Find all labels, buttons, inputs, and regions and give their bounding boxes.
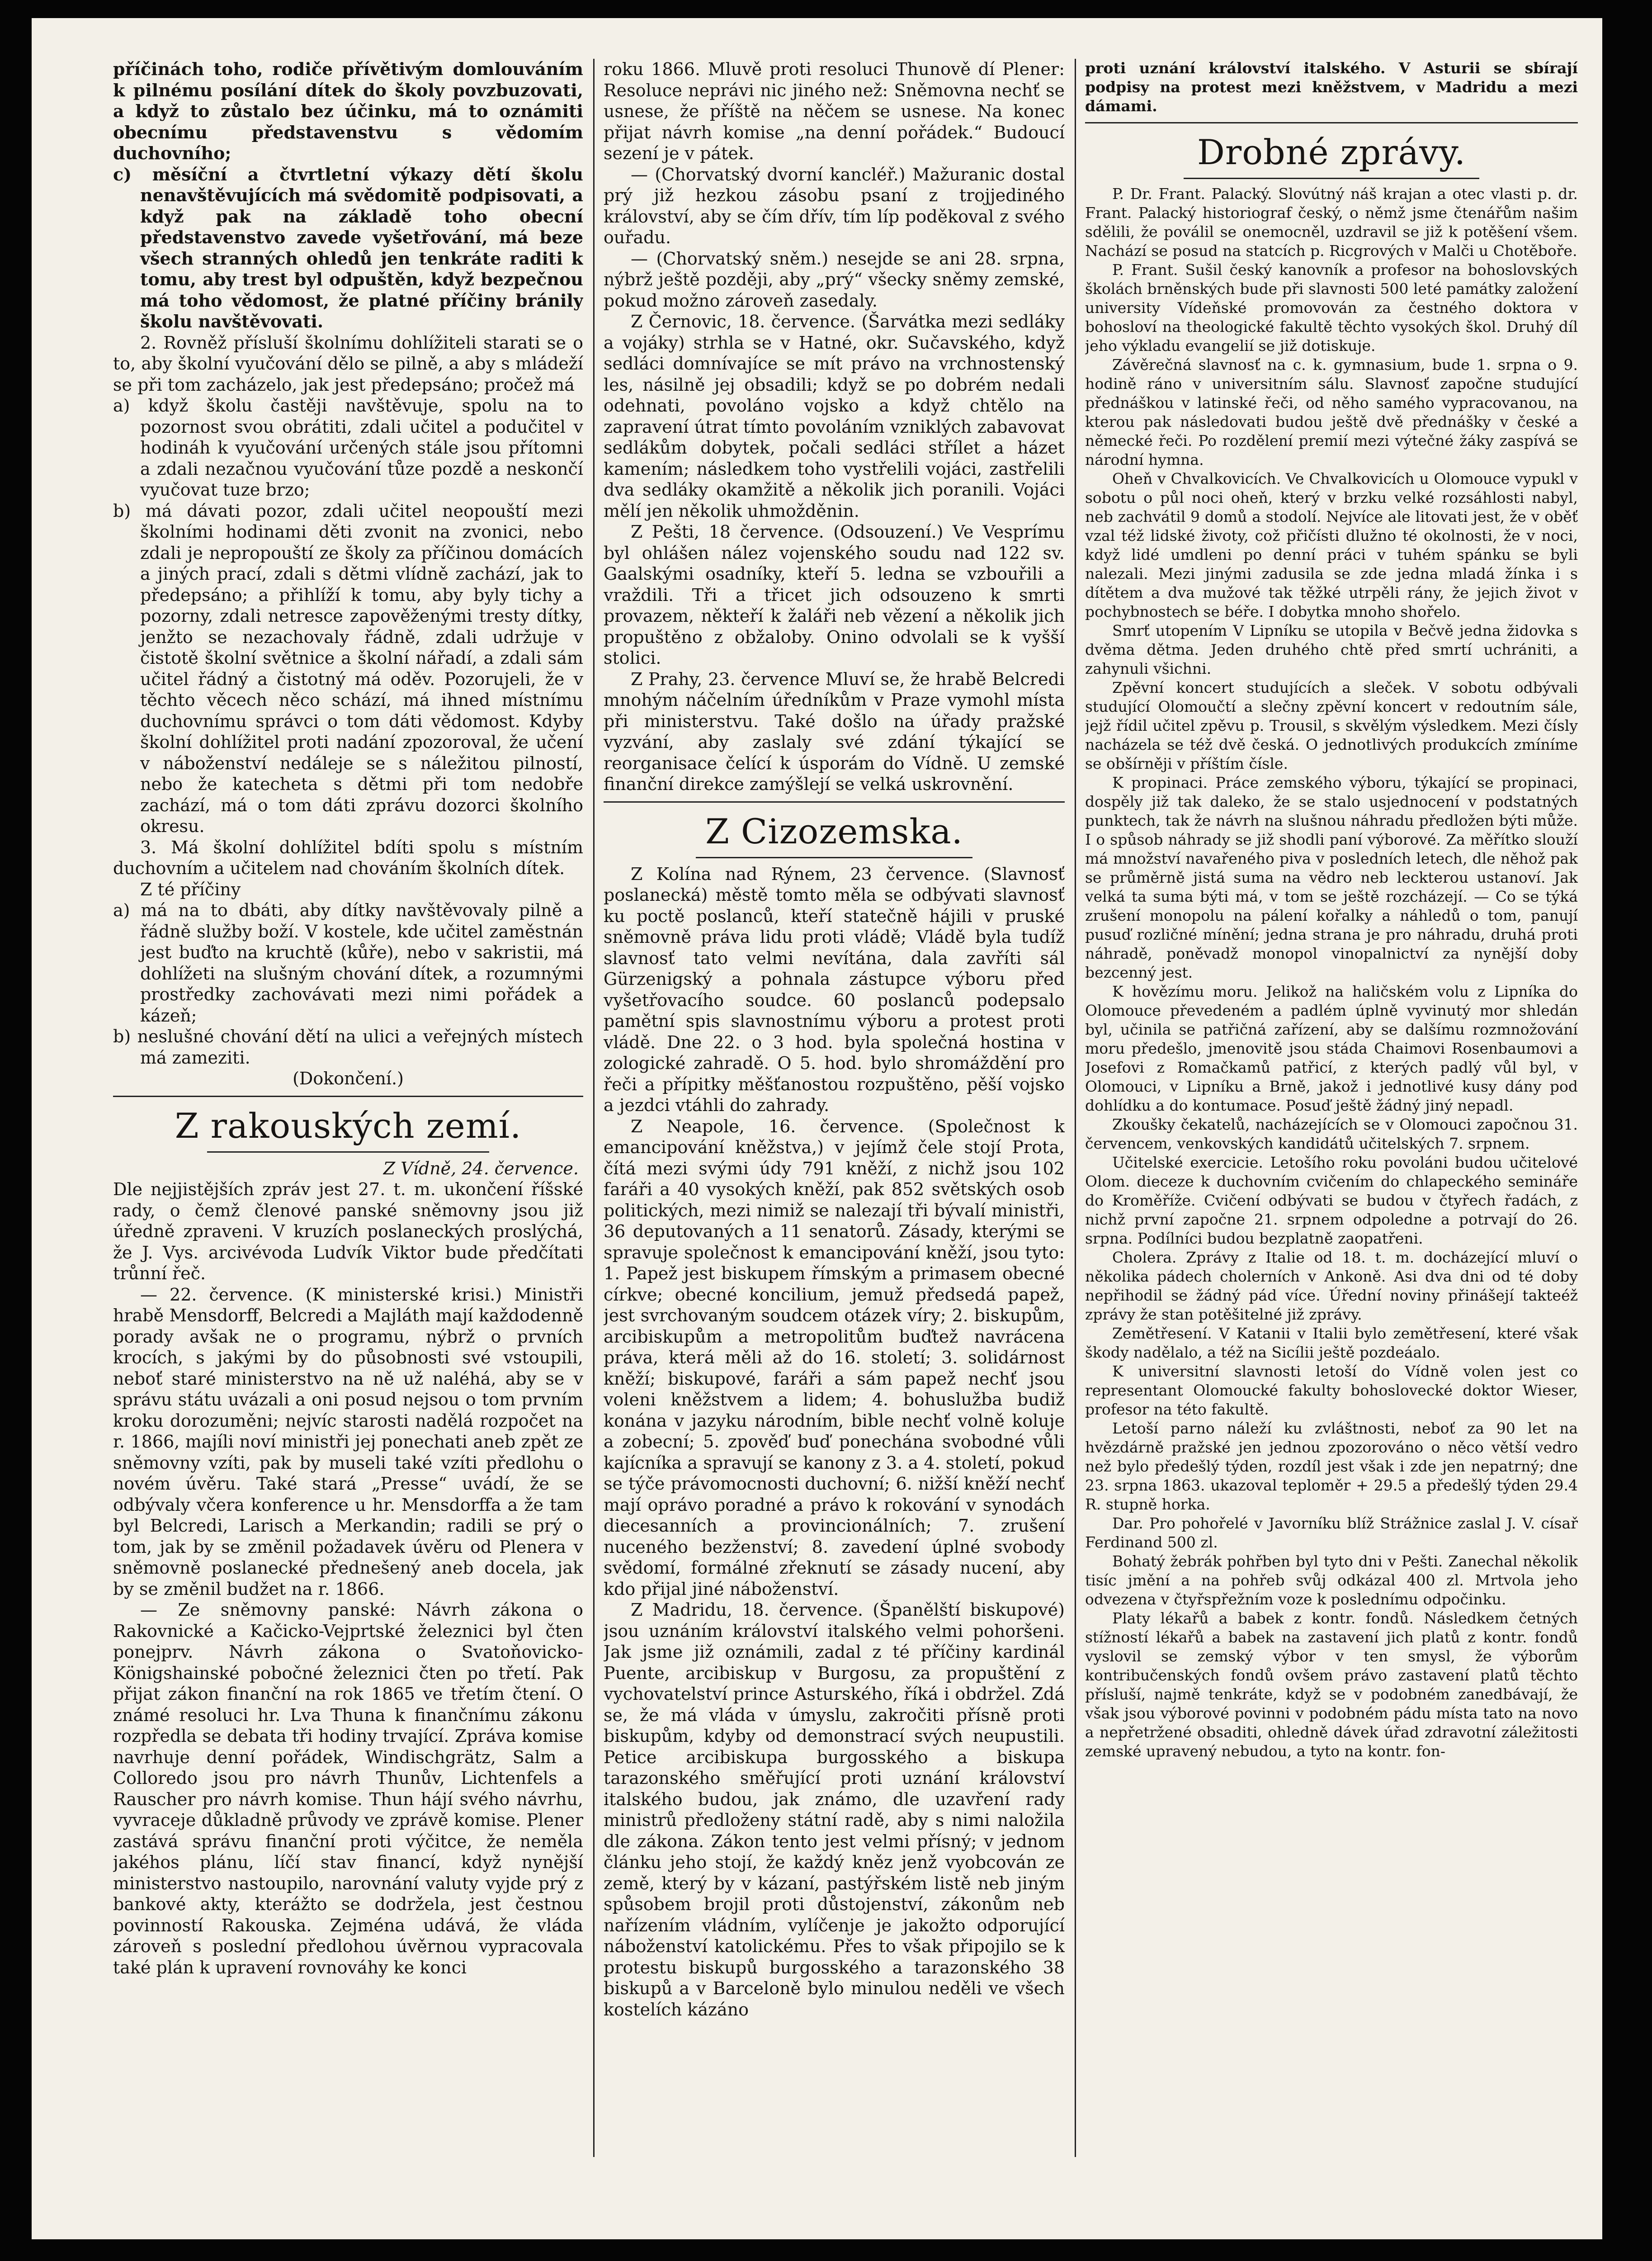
heading-underline: [696, 857, 972, 858]
continued-note: (Dokončení.): [293, 1069, 404, 1088]
section-heading: Drobné zprávy.: [1197, 132, 1466, 172]
scan-border-left: [0, 0, 32, 2261]
news-item: Cholera. Zprávy z Italie od 18. t. m. docházející mluví o několika pádech cholerních v Ankoně. Asi dva dni od té doby nepřihodil se žádný pád více. Úřední noviny přinášejí takteéž zprávy že stan potěšitelné již zprávy.: [1085, 1249, 1578, 1323]
news-item: Zemětřesení. V Katanii v Italii bylo zemětřesení, které však škody nadělalo, a též na Sicílii ještě pozdeáalo.: [1085, 1324, 1578, 1361]
heading-underline: [1184, 178, 1479, 179]
paragraph: Z Černovic, 18. července. (Šarvátka mezi sedláky a vojáky) strhla se v Hatné, okr. Sučavského, když sedláci domnívajíce se mít právo na vrchnostenský les, násilně jej obsadili; když se po dobrém nedali odehnati, povoláno vojsko a když chtělo na zapravení útrat tímto povoláním vzniklých zabavovat sedlákům dobytek, počali sedláci střílet a házet kamením; následkem toho vystřelili vojáci, zastřelili dva sedláky okamžitě a několik jich poranili. Vojáci mělí jen několik uhmožděnin.: [604, 312, 1065, 521]
paragraph: 3. Má školní dohlížitel bdíti spolu s místním duchovním a učitelem nad chováním školních dítek.: [113, 837, 583, 878]
paragraph: — 22. července. (K ministerské krisi.) Ministři hrabě Mensdorff, Belcredi a Majláth mají každodenně porady avšak ne o programu, nýbrž o prvních krocích, s jakými by do působnosti své vstoupili, neboť staré ministerstvo na ně už naléhá, aby se v správu státu uvázali a oni posud nejsou o tom prvním kroku dorozuměni; nejvíc starosti nadělá rozpočet na r. 1866, majíli noví ministři jej ponechati aneb zpět ze sněmovny vzíti, pak by museli také vzíti předlohu o novém úvěru. Také stará „Presse“ uvádí, že se odbývaly včera konference u hr. Mensdorffa a že tam byl Belcredi, Larisch a Merkandin; radili se prý o tom, jak by se změnil požadavek úvěru od Plenera v sněmovně poslanecké přednešený aneb docela, jak by se změnil budžet na r. 1866.: [113, 1284, 583, 1599]
paragraph: b) neslušné chování dětí na ulici a veřejných místech má zameziti.: [113, 1026, 583, 1068]
paragraph: — (Chorvatský sněm.) nesejde se ani 28. srpna, nýbrž ještě později, aby „prý“ všecky sněmy zemské, pokud možno zároveň zasedaly.: [604, 248, 1065, 311]
news-item: Zpěvní koncert studujících a sleček. V sobotu odbývali studující Olomoučtí a slečny zpěvní koncert v redoutním sále, jejž řídil učitel zpěvu p. Trousil, s skvělým výsledkem. Mezi čísly nacházela se též dvě česká. O jednotlivých produkcích zmíníme se obšírněji v příštím čísle.: [1085, 679, 1578, 772]
column-divider: [1075, 59, 1076, 2157]
paragraph: 2. Rovněž přísluší školnímu dohlížiteli starati se o to, aby školní vyučování dělo se pilně, a aby s mládeží se při tom zacházelo, jak jest předepsáno; pročež má: [113, 332, 583, 395]
column-1: [113, 59, 583, 2157]
news-item: Dar. Pro pohořelé v Javorníku blíž Strážnice zaslal J. V. císař Ferdinand 500 zl.: [1085, 1514, 1578, 1551]
news-item: Učitelské exercicie. Letošího roku povoláni budou učitelové Olom. dieceze k duchovním cvičením do chlapeckého semináře do Kroměříže. Cvičení odbývati se budou v čtyřech řadách, z nichž první započne 21. srpnem odpoledne a potrvají do 26. srpna. Podílníci budou bezplatně zaopatřeni.: [1085, 1154, 1578, 1247]
section-heading: Z Cizozemska.: [705, 811, 963, 851]
column-divider: [593, 59, 595, 2157]
news-item: Platy lékařů a babek z kontr. fondů. Následkem četných stížností lékařů a babek na zastavení jich platů z kontr. fondů vyslovil se zemský výbor v ten smysl, že výborům kontribučenských fondů ovšem právo zastavení platů těchto přísluší, najmě tenkráte, když se v podobném zanedbávají, že však jsou výborové povinni v podobném pádu místa tato na novo a nepřetržené obsaditi, ohledně dávek úřad zdravotní záležitosti zemské upravený nebudou, a tyto na kontr. fon-: [1085, 1609, 1578, 1760]
paragraph: Z Prahy, 23. července Mluví se, že hrabě Belcredi mnohým náčelním úředníkům v Praze vymohl místa při ministerstvu. Také došlo na úřady pražské vyzvání, aby zaslaly své zdání týkající se reorganisace čelící k úsporám do Vídně. U zemské finanční direkce zamýšlejí se velká uskrovnění.: [604, 669, 1065, 794]
news-item: Oheň v Chvalkovicích. Ve Chvalkovicích u Olomouce vypukl v sobotu o půl noci oheň, který v brzku velké rozsáhlosti nabyl, neb zachvátil 9 domů a stodolí. Nejvíce ale litovati jest, že v oběť vzal též lidské životy, což přičísti dlužno té okolnosti, že v noci, když lidé umdleni po denní práci v tuhém spánku se byli nalezali. Mezi jinými zadusila se zde jedna mladá žínka i s dítětem a dva mužové tak těžké utrpěli rány, že jejich život v pochybnostech se béře. I dobytka mnoho shořelo.: [1085, 470, 1578, 620]
news-item: Letoší parno náleží ku zvláštnosti, neboť za 90 let na hvězdárně pražské jen jednou zpozorováno o něco větší vedro než bylo předešlý týden, rozdíl jest však i zde jen nepatrný; dne 23. srpna 1863. ukazoval teploměr + 29.5 a předešlý týden 29.4 R. stupně horka.: [1085, 1419, 1578, 1513]
column-3: [1085, 59, 1578, 2157]
section-heading: Z rakouských zemí.: [175, 1105, 522, 1146]
dateline: Z Vídně, 24. července.: [383, 1158, 579, 1178]
scan-border-bottom: [0, 2239, 1652, 2261]
news-item: P. Frant. Sušil český kanovník a profesor na bohoslovských školách brněnských bude při slavnosti 500 leté památky založení university Vídeňské promovován za čestného doktora v bohosloví na theologické fakultě těchto vysokých škol. Druhý díl jeho výkladu evangelií se již dotiskuje.: [1085, 261, 1578, 355]
paragraph: Z Neapole, 16. července. (Společnost k emancipování kněžstva,) v jejímž čele stojí Prota, čítá mezi svými údy 791 kněží, z nichž jsou 102 faráři a 40 vysokých kněží, pak 852 světských osob politických, mezi nimiž se nalezají tři bývalí ministři, 36 deputovaných a 11 senatorů. Zásady, kterými se spravuje společnost k emancipování kněží, jsou tyto: 1. Papež jest biskupem římským a primasem obecné církve; obecné koncilium, jemuž předsedá papež, jest svrchovaným soudcem otázek víry; 2. biskupům, arcibiskupům a metropolitům buďtež navrácena práva, která měli až do 16. století; 3. solidárnost kněží; biskupové, faráři a sám papež nechť jsou voleni kněžstvem a lidem; 4. bohuslužba budiž konána v jazyku národním, bible nechť volně koluje a zobecní; 5. zpověď buď ponechána svobodné vůli kajícníka a spravují se kanony z 3. a 4. století, pokud se týče právomocnosti duchovní; 6. nižší kněží nechť mají oprávo poradné a právo k rokování v synodách diecesanních a provincionálních; 7. zrušení nuceného bezženství; 8. zavedení úplné svobody svědomí, formálné zřeknutí se zásady nucení, aby kdo přijal jiné náboženství.: [604, 1116, 1065, 1599]
news-item: K universitní slavnosti letoší do Vídně volen jest co representant Olomoucké fakulty bohoslovecké doktor Wieser, profesor na této fakultě.: [1085, 1362, 1578, 1418]
paragraph: — Ze sněmovny panské: Návrh zákona o Rakovnické a Kačicko-Vejprtské železnici byl čten ponejprv. Návrh zákona o Svatoňovicko-Königshainské pobočné železnici čten po třetí. Pak přijat zákon finanční na rok 1865 ve třetím čtení. O známé resoluci hr. Lva Thuna k finančnímu zákonu rozpředla se debata tři hodiny trvající. Zpráva komise navrhuje denní pořádek, Windischgrätz, Salm a Colloredo jsou pro návrh Thunův, Lichtenfels a Rauscher pro návrh komise. Thun hájí svého návrhu, vyvraceje důkladně průvody ve zprávě komise. Plener zastává správu finanční proti výčitce, že neměla jakéhos plánu, líčí stav financí, když nynější ministerstvo nastoupilo, narovnání valuty vyjde prý z bankové akty, kterážto se dodržela, jest čestnou povinností Rakouska. Zejména udává, že vláda zároveň s poslední předlohou úvěrnou vypracovala také plán k upravení rovnováhy ke konci: [113, 1600, 583, 1977]
paragraph: a) má na to dbáti, aby dítky navštěvovaly pilně a řádně služby boží. V kostele, kde učitel zaměstnán jest buďto na kruchtě (kůře), nebo v sakristii, má dohlížeti na slušným chování dítek, a rozumnými prostředky zachovávati mezi nimi pořádek a kázeň;: [113, 900, 583, 1026]
scan-border-right: [1602, 0, 1652, 2261]
paragraph: Z Pešti, 18 července. (Odsouzení.) Ve Vesprímu byl ohlášen nález vojenského soudu nad 122 sv. Gaalskými osadníky, kteří 5. ledna se vzbouřili a vraždili. Tři a třicet jich odsouzeno k smrti provazem, někteří k žaláři neb vězení a několik jich propuštěno z obžaloby. Onino odvolali se k vyšší stolici.: [604, 522, 1065, 668]
paragraph: proti uznání království italského. V Asturii se sbírají podpisy na protest mezi kněžstvem, v Madridu a mezi dámami.: [1085, 59, 1578, 115]
scan-border-top: [0, 0, 1652, 18]
paragraph: Z Madridu, 18. července. (Španělští biskupové) jsou uznáním království italského velmi pohoršeni. Jak jsme již oznámili, zadal z té příčiny kardinál Puente, arcibiskup v Burgosu, za propuštění z vychovatelství prince Asturského, říká i obdržel. Zdá se, že má vláda v úmyslu, zakročiti přísně proti biskupům, kdyby od demonstrací svých neupustili. Petice arcibiskupa burgosského a biskupa tarazonského směřující proti uznání království italského budou, jak známo, dle uzavření rady ministrů předloženy státní radě, aby s nimi naložila dle zákona. Zákon tento jest velmi přísný; v jednom článku jeho stojí, že každý kněz jenž vyobcován ze země, který by v kázaní, pastýřském listě neb jiným spůsobem brojil proti důstojenství, zákonům neb nařízením vládním, vylíčenje je jakožto odporující náboženství katolickému. Přes to však připojilo se k protestu biskupů burgosského a tarazonského 38 biskupů a v Barceloně bylo minulou neděli ve všech kostelích kázáno: [604, 1600, 1065, 2020]
news-item: P. Dr. Frant. Palacký. Slovútný náš krajan a otec vlasti p. dr. Frant. Palacký historiograf český, o němž jsme čtenářům našim sdělili, že poválil se onemocněl, uzdravil se již k potěšení všem. Nachází se posud na statcích p. Ricgrových v Malči u Chotěboře.: [1085, 185, 1578, 260]
heading-underline: [207, 1151, 489, 1153]
paragraph: — (Chorvatský dvorní kancléř.) Mažuranic dostal prý již hezkou zásobu psaní z trojjediného království, aby se čím dřív, tím líp poděkoval z svého ouřadu.: [604, 164, 1065, 247]
column-2: [604, 59, 1065, 2157]
paragraph: roku 1866. Mluvě proti resoluci Thunově dí Plener: Resoluce neprávi nic jiného než: Sněmovna nechť se usnese, že příště na něčem se usnese. Na konec přijat návrh komise „na denní pořádek.“ Budoucí sezení je v pátek.: [604, 59, 1065, 163]
news-item: Zkoušky čekatelů, nacházejících se v Olomouci započnou 31. červencem, venkovských kandidátů učitelských 7. srpnem.: [1085, 1116, 1578, 1152]
section-divider: [604, 801, 1065, 803]
section-divider: [113, 1096, 583, 1097]
paragraph: Z té příčiny: [140, 879, 241, 899]
news-item: Bohatý žebrák pohřben byl tyto dni v Pešti. Zanechal několik tisíc jmění a na pohřeb svůj odkázal 400 zl. Mrtvola jeho odvezena v čtyřspřežním voze k poslednímu odpočinku.: [1085, 1552, 1578, 1608]
newspaper-page: [113, 59, 1578, 2157]
news-item: Smrť utopením V Lipníku se utopila v Bečvě jedna židovka s dvěma dětma. Jeden druhého chtě před smrtí uchrániti, a zahynuli všichni.: [1085, 622, 1578, 677]
section-divider: [1085, 122, 1578, 123]
paragraph: příčinách toho, rodiče přívětivým domlouváním k pilnému posílání dítek do školy povzbuzovati, a když to zůstalo bez účinku, má to oznámiti obecnímu představenstvu s vědomím duchovního;: [113, 59, 583, 163]
news-item: K propinaci. Práce zemského výboru, týkající se propinaci, dospěly již tak daleko, že se stalo usjednocení v podstatných punktech, tak že návrh na slušnou náhradu předložen býti může. I o spůsob náhrady se již shodli paní výborové. Za měřítko slouží má množství navařeného piva v posledních letech, dle něhož pak se průměrně jistá suma na vědro neb leckterou ustanoví. Jak velká ta suma býti má, v tom se ještě rozcházejí. — Co se týká zrušení monopolu na pálení kořalky a náhledů o tom, panují pusuď rozličné mínění; jedna strana je pro náhradu, druhá proti náhradě, poněvadž monopol vinopalnictví za nynější doby bezcenný jest.: [1085, 774, 1578, 981]
paragraph: c) měsíční a čtvrtletní výkazy dětí školu nenavštěvujících má svědomitě podpisovati, a když pak na základě toho obecní představenstvo zavede vyšetřování, má beze všech stranných ohledů jen tenkráte raditi k tomu, aby trest byl odpuštěn, když bezpečnou má toho vědomost, že platné příčiny bránily školu navštěvovati.: [113, 164, 583, 331]
paragraph: b) má dávati pozor, zdali učitel neopouští mezi školními hodinami děti zvonit na zvonici, nebo zdali je nepropouští ze školy za příčinou domácích a jiných prací, zdali s dětmi vlídně zachází, jak to předepsáno; a přihlíží k tomu, aby byly tichy a pozorny, zdali netresce zapověženými tresty dítky, jenžto se nezachovaly řádně, zdali udržuje v čistotě školní světnice a školní nářadí, a zdali sám učitel řádný a čistotný má oděv. Pozorujeli, že v těchto věcech něco schází, má ihned místnímu duchovnímu správci o tom dáti vědomost. Kdyby školní dohlížitel proti nadání zpozoroval, že učení v náboženství nedáleje se s náležitou pilností, nebo že katecheta s dětmi při tom nedobře zachází, má o tom dáti zprávu dozorci školního okresu.: [113, 501, 583, 836]
paragraph: Dle nejjistějších zpráv jest 27. t. m. ukončení říšské rady, o čemž členové panské sněmovny jsou již úředně zpraveni. V kruzích poslaneckých proslýchá, že J. Vys. arcivévoda Ludvík Viktor bude předčítati trůnní řeč.: [113, 1179, 583, 1283]
news-item: K hovězímu moru. Jelikož na haličském volu z Lipníka do Olomouce převedeném a padlém úplně vyvinutý mor shledán byl, učinila se patřičná zařízení, aby se dalšímu rozmnožování moru předešlo, jmenovitě jsou stáda Chaimovi Rosenbaumovi a Josefovi z Romačkamů patřicí, z kterých padlý vůl byl, v Olomouci, v Lipníku a Brně, jakož i jednotlivé kusy dány pod dohlídku a do kontumace. Posuď ještě žádný jiný nepadl.: [1085, 983, 1578, 1114]
news-item: Závěrečná slavnosť na c. k. gymnasium, bude 1. srpna o 9. hodině ráno v universitním sálu. Slavnosť započne studující přednáškou v latinské řeči, od něho samého vypracovanou, na kterou pak následovati budou ještě dvě přednášky v české a německé řeči. Po rozdělení premií mezi výtečné žáky zaspívá se národní hymna.: [1085, 356, 1578, 468]
paragraph: a) když školu častěji navštěvuje, spolu na to pozornost svou obrátiti, zdali učitel a podučitel v hodináh k vyučování určených stále jsou přítomni a zdali nezačnou vyučování tůze pozdě a neskončí vyučovat tuze brzo;: [113, 396, 583, 500]
paragraph: Z Kolína nad Rýnem, 23 července. (Slavnosť poslanecká) městě tomto měla se odbývati slavnosť ku poctě poslanců, kteří statečně hájili v pruské sněmovně práva lidu proti vládě; Vládě byla tudíž slavnosť tato velmi nevítána, dala zavříti sál Gürzenigský a pohnala zástupce výboru před vyšetřovacího soudce. 60 poslanců podepsalo pamětní spis slavnostnímu výboru a protest proti vládě. Dne 22. o 3 hod. byla společná hostina v zologické zahradě. O 5. hod. bylo shromáždění pro řeči a přípitky měšťanostou rozpuštěno, pěší vojsko a jezdci vtáhli do zahrady.: [604, 864, 1065, 1115]
